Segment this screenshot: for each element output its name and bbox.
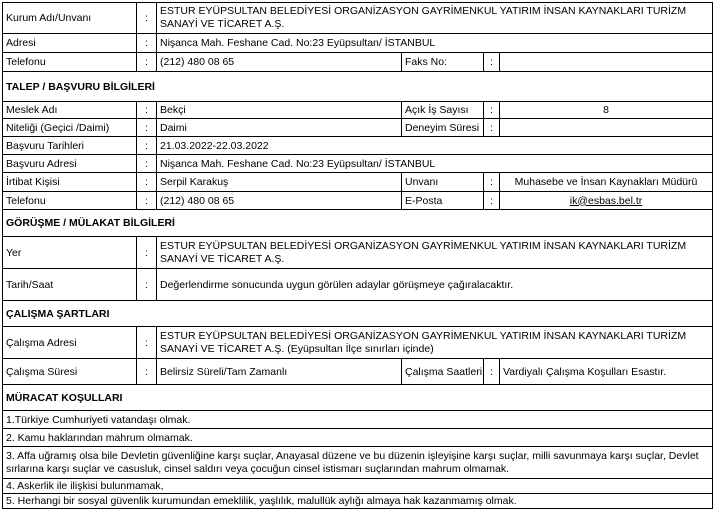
work-duration-label: Çalışma Süresi bbox=[6, 365, 78, 378]
colon: : bbox=[136, 119, 156, 136]
interview-place-label: Yer bbox=[6, 246, 22, 259]
nature-value: Daimi bbox=[156, 119, 401, 136]
org-phone-value: (212) 480 08 65 bbox=[156, 53, 401, 71]
contact-phone-value: (212) 480 08 65 bbox=[156, 192, 401, 209]
colon: : bbox=[136, 102, 156, 118]
colon: : bbox=[136, 173, 156, 191]
condition-row bbox=[2, 494, 713, 509]
title-value: Muhasebe ve İnsan Kaynakları Müdürü bbox=[499, 173, 712, 191]
colon: : bbox=[483, 192, 499, 209]
contact-label: İrtibat Kişisi bbox=[6, 176, 60, 188]
fax-label: Faks No: bbox=[401, 53, 483, 71]
interview-time-value: Değerlendirme sonucunda uygun görülen adaylar görüşmeye çağıralacaktır. bbox=[156, 269, 712, 300]
condition-row bbox=[2, 411, 713, 429]
application-dates-value: 21.03.2022-22.03.2022 bbox=[156, 137, 712, 154]
nature-row bbox=[2, 119, 713, 137]
contact-phone-row bbox=[2, 192, 713, 210]
work-terms-row bbox=[2, 359, 713, 385]
colon: : bbox=[136, 237, 156, 268]
occupation-row bbox=[2, 102, 713, 119]
colon: : bbox=[483, 173, 499, 191]
work-hours-label: Çalışma Saatleri bbox=[401, 359, 483, 384]
open-positions-label: Açık İş Sayısı bbox=[401, 102, 483, 118]
condition-item: 2. Kamu haklarından mahrum olmamak. bbox=[6, 431, 193, 444]
colon: : bbox=[136, 192, 156, 209]
org-phone-row bbox=[2, 53, 713, 72]
work-address-label: Çalışma Adresi bbox=[6, 336, 77, 349]
application-address-value: Nişanca Mah. Feshane Cad. No:23 Eyüpsultan/ İSTANBUL bbox=[156, 155, 712, 172]
nature-label: Niteliği (Geçici /Daimi) bbox=[6, 121, 110, 134]
email-link[interactable]: ik@esbas.bel.tr bbox=[499, 192, 712, 209]
work-hours-value: Vardiyalı Çalışma Koşulları Esastır. bbox=[499, 359, 712, 384]
title-label: Unvanı bbox=[401, 173, 483, 191]
condition-item: 4. Askerlik ile ilişkisi bulunmamak, bbox=[6, 480, 164, 492]
experience-value bbox=[499, 119, 712, 136]
colon: : bbox=[483, 359, 499, 384]
condition-row bbox=[2, 479, 713, 494]
gorusme-heading-row bbox=[2, 210, 713, 237]
muracat-heading: MÜRACAT KOŞULLARI bbox=[6, 391, 123, 404]
org-name-value: ESTUR EYÜPSULTAN BELEDİYESİ ORGANİZASYON GAYRİMENKUL YATIRIM İNSAN KAYNAKLARI TURİZM SANAYİ VE TİCARET A.Ş. bbox=[156, 3, 712, 33]
fax-value bbox=[499, 53, 712, 71]
colon: : bbox=[136, 155, 156, 172]
application-address-label: Başvuru Adresi bbox=[6, 157, 77, 170]
contact-value: Serpil Karakuş bbox=[156, 173, 401, 191]
condition-item: 5. Herhangi bir sosyal güvenlik kurumundan emeklilik, yaşlılık, malullük aylığı almaya hak kazanmamış olmak. bbox=[6, 495, 517, 507]
open-positions-value: 8 bbox=[499, 102, 712, 118]
calisma-heading: ÇALIŞMA ŞARTLARI bbox=[6, 307, 110, 320]
condition-item: 1.Türkiye Cumhuriyeti vatandaşı olmak. bbox=[6, 413, 191, 426]
application-dates-label: Başvuru Tarihleri bbox=[6, 139, 85, 152]
interview-time-label: Tarih/Saat bbox=[6, 278, 54, 291]
muracat-heading-row bbox=[2, 385, 713, 411]
colon: : bbox=[136, 53, 156, 71]
colon: : bbox=[136, 269, 156, 300]
interview-place-row bbox=[2, 237, 713, 269]
org-address-value: Nişanca Mah. Feshane Cad. No:23 Eyüpsultan/ İSTANBUL bbox=[156, 34, 712, 52]
org-name-row bbox=[2, 2, 713, 34]
colon: : bbox=[136, 137, 156, 154]
work-address-value: ESTUR EYÜPSULTAN BELEDİYESİ ORGANİZASYON GAYRİMENKUL YATIRIM İNSAN KAYNAKLARI TURİZM SANAYİ VE TİCARET A.Ş. (Eyüpsultan İlçe sınırları içinde) bbox=[156, 327, 712, 358]
colon: : bbox=[483, 53, 499, 71]
occupation-label: Meslek Adı bbox=[6, 104, 58, 116]
colon: : bbox=[136, 34, 156, 52]
gorusme-heading: GÖRÜŞME / MÜLAKAT BİLGİLERİ bbox=[6, 217, 175, 229]
experience-label: Deneyim Süresi bbox=[401, 119, 483, 136]
work-address-row bbox=[2, 327, 713, 359]
occupation-value: Bekçi bbox=[156, 102, 401, 118]
email-label: E-Posta bbox=[401, 192, 483, 209]
org-name-label: Kurum Adı/Unvanı bbox=[6, 12, 92, 24]
org-address-label: Adresi bbox=[6, 37, 36, 49]
work-duration-value: Belirsiz Süreli/Tam Zamanlı bbox=[156, 359, 401, 384]
talep-heading-row bbox=[2, 72, 713, 102]
condition-row bbox=[2, 447, 713, 479]
org-phone-label: Telefonu bbox=[6, 56, 46, 68]
interview-place-value: ESTUR EYÜPSULTAN BELEDİYESİ ORGANİZASYON GAYRİMENKUL YATIRIM İNSAN KAYNAKLARI TURİZM SANAYİ VE TİCARET A.Ş. bbox=[156, 237, 712, 268]
colon: : bbox=[136, 359, 156, 384]
calisma-heading-row bbox=[2, 301, 713, 327]
colon: : bbox=[483, 102, 499, 118]
talep-heading: TALEP / BAŞVURU BİLGİLERİ bbox=[6, 80, 155, 93]
application-address-row bbox=[2, 155, 713, 173]
contact-row bbox=[2, 173, 713, 192]
org-address-row bbox=[2, 34, 713, 53]
condition-row bbox=[2, 429, 713, 447]
colon: : bbox=[483, 119, 499, 136]
interview-time-row bbox=[2, 269, 713, 301]
condition-item: 3. Affa uğramış olsa bile Devletin güvenliğine karşı suçlar, Anayasal düzene ve bu düzenin işleyişine karşı suçlar, milli savunmaya karşı suçlar, Devlet sırlarına karşı suçlar ve casusluk, cinsel saldırı veya çocuğun cinsel istismarı suçlarından mahrum olmamak. bbox=[6, 449, 699, 475]
application-dates-row bbox=[2, 137, 713, 155]
colon: : bbox=[136, 3, 156, 33]
contact-phone-label: Telefonu bbox=[6, 194, 46, 207]
colon: : bbox=[136, 327, 156, 358]
